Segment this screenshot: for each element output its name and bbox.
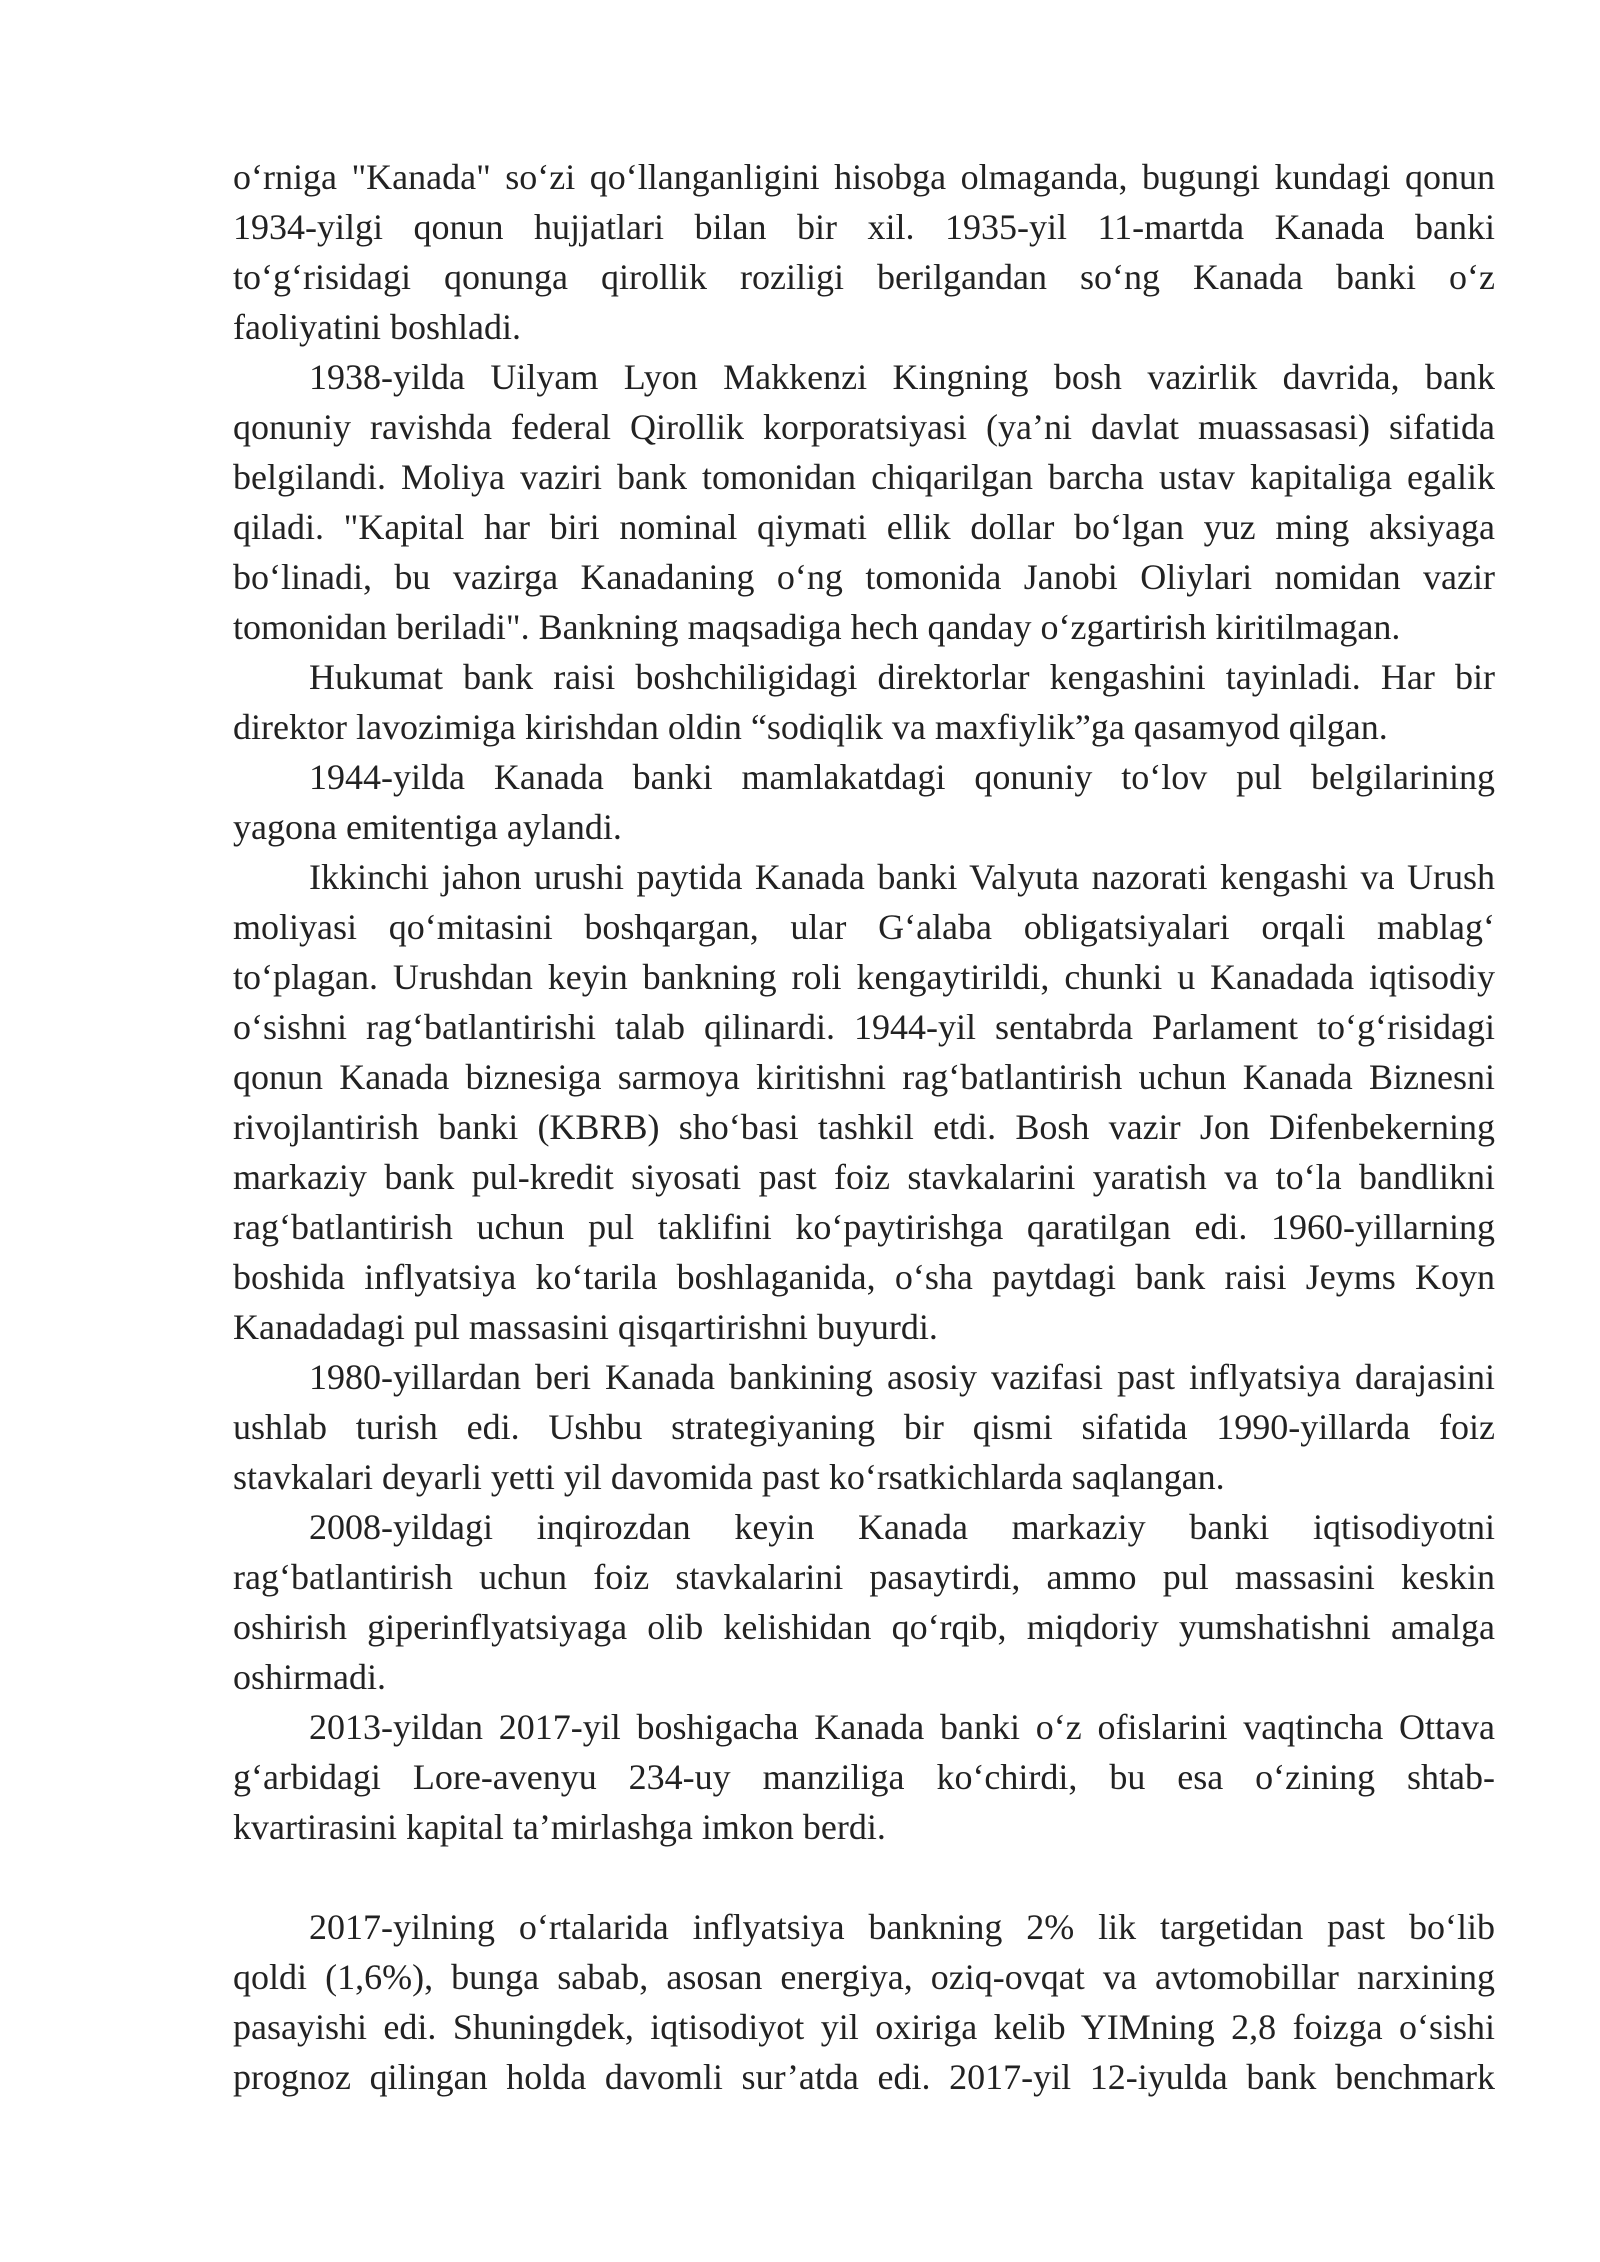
text-line: faoliyatini boshladi. [233, 307, 521, 347]
paragraph-ikkinchi-jahon-urushi [233, 852, 1495, 1352]
text-line: Kanadadagi pul massasini qisqartirishni buyurdi. [233, 1307, 938, 1347]
text-line: markaziy bank pul-kredit siyosati past foiz stavkalarini yaratish va to‘la bandlikni [233, 1157, 1495, 1197]
text-line: 2017-yilning o‘rtalarida inflyatsiya bankning 2% lik targetidan past bo‘lib [309, 1907, 1495, 1947]
document-page [233, 152, 1495, 2102]
text-line: qonun Kanada biznesiga sarmoya kiritishni rag‘batlantirish uchun Kanada Biznesni [233, 1057, 1495, 1097]
text-line: Hukumat bank raisi boshchiligidagi direktorlar kengashini tayinladi. Har bir [309, 657, 1495, 697]
text-line: ushlab turish edi. Ushbu strategiyaning bir qismi sifatida 1990-yillarda foiz [233, 1407, 1495, 1447]
paragraph-1944 [233, 752, 1495, 852]
text-line: o‘sishni rag‘batlantirishi talab qilinardi. 1944-yil sentabrda Parlament to‘g‘risidagi [233, 1007, 1495, 1047]
text-line: 1944-yilda Kanada banki mamlakatdagi qonuniy to‘lov pul belgilarining [309, 757, 1495, 797]
text-line: qiladi. "Kapital har biri nominal qiymati ellik dollar bo‘lgan yuz ming aksiyaga [233, 507, 1495, 547]
text-line: qoldi (1,6%), bunga sabab, asosan energiya, oziq-ovqat va avtomobillar narxining [233, 1957, 1495, 1997]
paragraph-1980 [233, 1352, 1495, 1502]
text-line: prognoz qilingan holda davomli sur’atda edi. 2017-yil 12-iyulda bank benchmark [233, 2057, 1495, 2097]
text-line: belgilandi. Moliya vaziri bank tomonidan chiqarilgan barcha ustav kapitaliga egalik [233, 457, 1495, 497]
paragraph-1938 [233, 352, 1495, 652]
text-line: kvartirasini kapital ta’mirlashga imkon berdi. [233, 1807, 886, 1847]
paragraph-continuation [233, 152, 1495, 352]
text-line: 1938-yilda Uilyam Lyon Makkenzi Kingning bosh vazirlik davrida, bank [309, 357, 1495, 397]
text-line: oshirish giperinflyatsiyaga olib kelishidan qo‘rqib, miqdoriy yumshatishni amalga [233, 1607, 1495, 1647]
text-line: direktor lavozimiga kirishdan oldin “sodiqlik va maxfiylik”ga qasamyod qilgan. [233, 707, 1388, 747]
text-line: rivojlantirish banki (KBRB) sho‘basi tashkil etdi. Bosh vazir Jon Difenbekerning [233, 1107, 1495, 1147]
paragraph-2013 [233, 1702, 1495, 1852]
paragraph-2017 [233, 1902, 1495, 2102]
paragraph-hukumat [233, 652, 1495, 752]
text-line: 2013-yildan 2017-yil boshigacha Kanada banki o‘z ofislarini vaqtincha Ottava [309, 1707, 1495, 1747]
text-line: 1934-yilgi qonun hujjatlari bilan bir xil. 1935-yil 11-martda Kanada banki [233, 207, 1495, 247]
text-line: Ikkinchi jahon urushi paytida Kanada banki Valyuta nazorati kengashi va Urush [309, 857, 1495, 897]
paragraph-2008 [233, 1502, 1495, 1702]
text-line: pasayishi edi. Shuningdek, iqtisodiyot yil oxiriga kelib YIMning 2,8 foizga o‘sishi [233, 2007, 1495, 2047]
text-line: 1980-yillardan beri Kanada bankining asosiy vazifasi past inflyatsiya darajasini [309, 1357, 1495, 1397]
text-line: yagona emitentiga aylandi. [233, 807, 622, 847]
text-line: qonuniy ravishda federal Qirollik korporatsiyasi (ya’ni davlat muassasasi) sifatida [233, 407, 1495, 447]
text-line: rag‘batlantirish uchun foiz stavkalarini pasaytirdi, ammo pul massasini keskin [233, 1557, 1495, 1597]
text-line: o‘rniga "Kanada" so‘zi qo‘llanganligini hisobga olmaganda, bugungi kundagi qonun [233, 157, 1495, 197]
text-line: rag‘batlantirish uchun pul taklifini ko‘paytirishga qaratilgan edi. 1960-yillarning [233, 1207, 1495, 1247]
text-line: bo‘linadi, bu vazirga Kanadaning o‘ng tomonida Janobi Oliylari nomidan vazir [233, 557, 1495, 597]
text-line: oshirmadi. [233, 1657, 386, 1697]
blank-line [233, 1852, 1495, 1902]
text-line: g‘arbidagi Lore-avenyu 234-uy manziliga ko‘chirdi, bu esa o‘zining shtab- [233, 1757, 1495, 1797]
text-line: to‘plagan. Urushdan keyin bankning roli kengaytirildi, chunki u Kanadada iqtisodiy [233, 957, 1495, 997]
text-line: to‘g‘risidagi qonunga qirollik roziligi berilgandan so‘ng Kanada banki o‘z [233, 257, 1495, 297]
text-line: boshida inflyatsiya ko‘tarila boshlaganida, o‘sha paytdagi bank raisi Jeyms Koyn [233, 1257, 1495, 1297]
text-line: moliyasi qo‘mitasini boshqargan, ular G‘alaba obligatsiyalari orqali mablag‘ [233, 907, 1495, 947]
text-line: 2008-yildagi inqirozdan keyin Kanada markaziy banki iqtisodiyotni [309, 1507, 1495, 1547]
text-line: tomonidan beriladi". Bankning maqsadiga hech qanday o‘zgartirish kiritilmagan. [233, 607, 1401, 647]
text-line: stavkalari deyarli yetti yil davomida past ko‘rsatkichlarda saqlangan. [233, 1457, 1225, 1497]
